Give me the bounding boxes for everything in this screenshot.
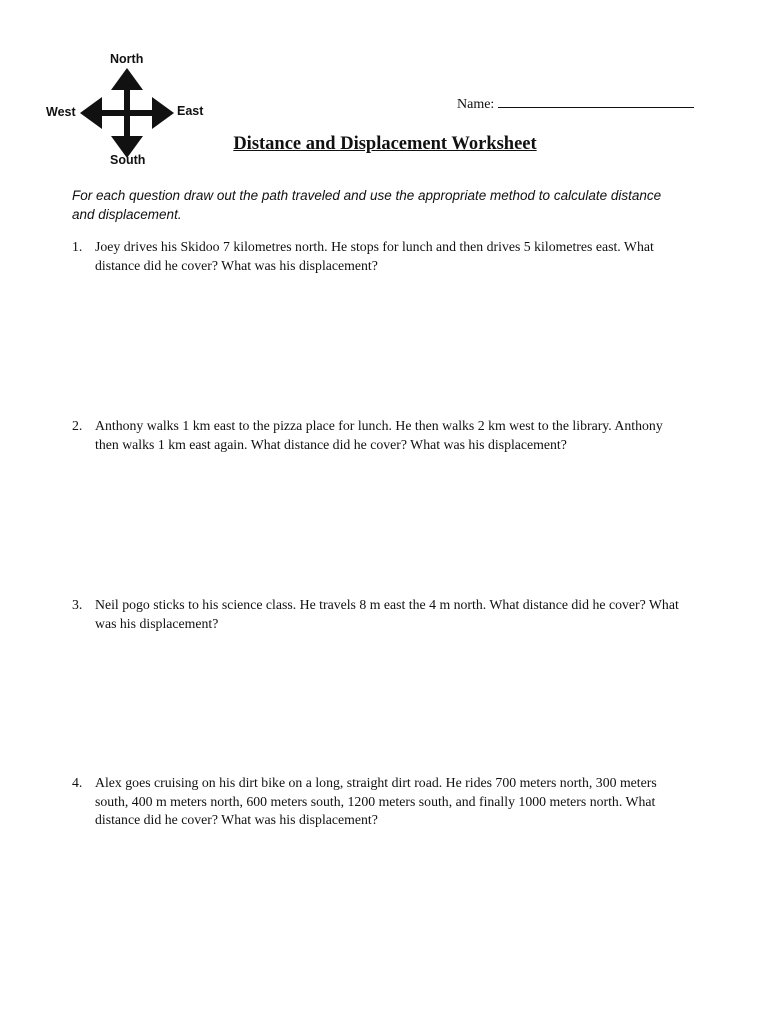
question-number: 2. — [72, 418, 83, 433]
question-text: Joey drives his Skidoo 7 kilometres north. He stops for lunch and then drives 5 kilometres east. What distance did he cover? What was his displacement? — [95, 239, 654, 273]
question-text: Anthony walks 1 km east to the pizza place for lunch. He then walks 2 km west to the library. Anthony then walks 1 km east again. What distance did he cover? What was his displacement? — [95, 418, 663, 452]
question-2 — [72, 417, 687, 454]
compass-north-label: North — [110, 52, 144, 66]
question-text: Neil pogo sticks to his science class. He travels 8 m east the 4 m north. What distance did he cover? What was his displacement? — [95, 597, 679, 631]
question-number: 1. — [72, 239, 83, 254]
question-1 — [72, 238, 687, 275]
compass-west-label: West — [46, 105, 76, 119]
question-number: 4. — [72, 775, 83, 790]
question-3 — [72, 596, 687, 633]
compass-south-label: South — [110, 153, 146, 167]
compass-east-label: East — [177, 104, 204, 118]
instructions-text: For each question draw out the path traveled and use the appropriate method to calculate distance and displacement. — [72, 188, 662, 222]
question-number: 3. — [72, 597, 83, 612]
worksheet-title-wrap — [0, 134, 768, 155]
name-field-row — [457, 93, 694, 113]
name-blank-line[interactable] — [498, 93, 694, 108]
worksheet-title: Distance and Displacement Worksheet — [233, 134, 537, 154]
question-text: Alex goes cruising on his dirt bike on a long, straight dirt road. He rides 700 meters north, 300 meters south, 400 m meters north, 600 meters south, 1200 meters south, and finally 1000 meters north. What distance did he cover? What was his displacement? — [95, 775, 657, 827]
name-label: Name: — [457, 97, 495, 112]
question-4 — [72, 774, 687, 830]
